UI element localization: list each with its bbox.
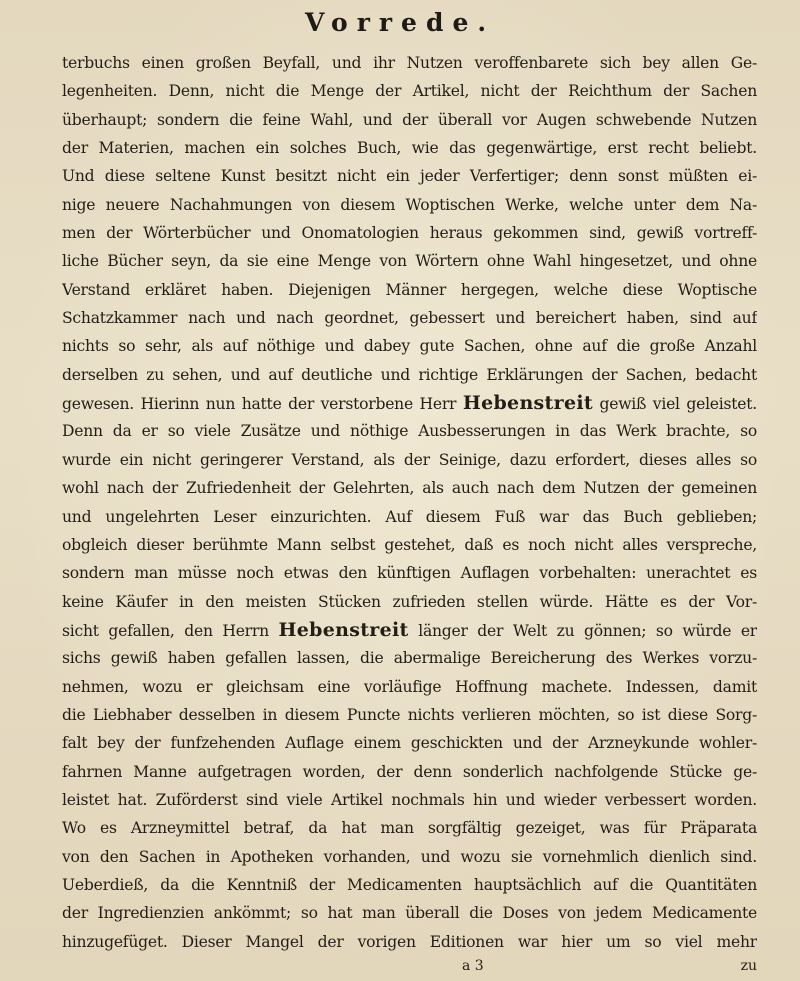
body-text — [62, 49, 757, 980]
text-line: liche Bücher seyn, da sie eine Menge von Wörtern ohne Wahl hingesetzet, und ohne — [62, 252, 757, 271]
text-line: keine Käufer in den meisten Stücken zufrieden stellen würde. Hätte es der Vor- — [62, 592, 757, 611]
text-line: derselben zu sehen, und auf deutliche und richtige Erklärungen der Sachen, bedacht — [62, 365, 757, 384]
text-line: Denn da er so viele Zusätze und nöthige Ausbesserungen in das Werk brachte, so — [62, 422, 757, 441]
text-line: Und diese seltene Kunst besitzt nicht ein jeder Verfertiger; denn sonst müßten ei- — [62, 167, 757, 186]
text-line: leistet hat. Zuförderst sind viele Artikel nochmals hin und wieder verbessert worden. — [62, 790, 757, 809]
text-segment: gewesen. Hierinn nun hatte der verstorbene Herr — [62, 395, 463, 414]
text-line: nichts so sehr, als auf nöthige und dabey gute Sachen, ohne auf die große Anzahl — [62, 337, 757, 356]
text-segment: sicht gefallen, den Herrn — [62, 621, 279, 640]
signature-mark: a 3 — [462, 958, 484, 974]
text-line: wurde ein nicht geringerer Verstand, als der Seinige, dazu erfordert, dieses alles so — [62, 450, 757, 469]
text-line — [62, 389, 757, 417]
text-line: legenheiten. Denn, nicht die Menge der Artikel, nicht der Reichthum der Sachen — [62, 82, 757, 101]
text-line: die Liebhaber desselben in diesem Puncte nichts verlieren möchten, so ist diese Sorg- — [62, 705, 757, 724]
text-line: Ueberdieß, da die Kenntniß der Medicamenten hauptsächlich auf die Quantitäten — [62, 875, 757, 894]
text-line: und ungelehrten Leser einzurichten. Auf diesem Fuß war das Buch geblieben; — [62, 507, 757, 526]
text-line: der Materien, machen ein solches Buch, wie das gegenwärtige, erst recht beliebt. — [62, 139, 757, 158]
text-line: fahrnen Manne aufgetragen worden, der denn sonderlich nachfolgende Stücke ge- — [62, 762, 757, 781]
text-segment: gewiß viel geleistet. — [592, 395, 757, 414]
text-line: men der Wörterbücher und Onomatologien heraus gekommen sind, gewiß vortreff- — [62, 224, 757, 243]
text-line: sichs gewiß haben gefallen lassen, die abermalige Bereicherung des Werkes vorzu- — [62, 649, 757, 668]
text-line — [62, 616, 757, 644]
emphasized-name: Hebenstreit — [462, 392, 593, 415]
text-line: terbuchs einen großen Beyfall, und ihr Nutzen veroffenbarete sich bey allen Ge- — [62, 54, 757, 72]
text-line: der Ingredienzien ankömmt; so hat man überall die Doses von jedem Medicamente — [62, 904, 757, 923]
catchword: zu — [740, 958, 757, 974]
text-line: wohl nach der Zufriedenheit der Gelehrten, als auch nach dem Nutzen der gemeinen — [62, 479, 757, 498]
text-segment: länger der Welt zu gönnen; so würde er — [408, 621, 757, 640]
text-line: nige neuere Nachahmungen von diesem Woptischen Werke, welche unter dem Na- — [62, 195, 757, 214]
page-footer — [62, 956, 757, 980]
text-line: falt bey der funfzehenden Auflage einem geschickten und der Arzneykunde wohler- — [62, 734, 757, 753]
text-line: Wo es Arzneymittel betraf, da hat man sorgfältig gezeiget, was für Präparata — [62, 819, 757, 838]
text-line: obgleich dieser berühmte Mann selbst gestehet, daß es noch nicht alles verspreche, — [62, 535, 757, 554]
text-line: hinzugefüget. Dieser Mangel der vorigen Editionen war hier um so viel mehr — [62, 932, 757, 951]
running-head: Vorrede. — [304, 8, 496, 37]
text-line: sondern man müsse noch etwas den künftigen Auflagen vorbehalten: unerachtet es — [62, 564, 757, 583]
text-line: Verstand erkläret haben. Diejenigen Männer hergegen, welche diese Woptische — [62, 280, 757, 299]
text-line: Schatzkammer nach und nach geordnet, gebessert und bereichert haben, sind auf — [62, 309, 757, 328]
text-line: von den Sachen in Apotheken vorhanden, und wozu sie vornehmlich dienlich sind. — [62, 847, 757, 866]
text-line: überhaupt; sondern die feine Wahl, und der überall vor Augen schwebende Nutzen — [62, 110, 757, 129]
emphasized-name: Hebenstreit — [278, 618, 409, 641]
text-line: nehmen, wozu er gleichsam eine vorläufige Hoffnung machete. Indessen, damit — [62, 677, 757, 696]
